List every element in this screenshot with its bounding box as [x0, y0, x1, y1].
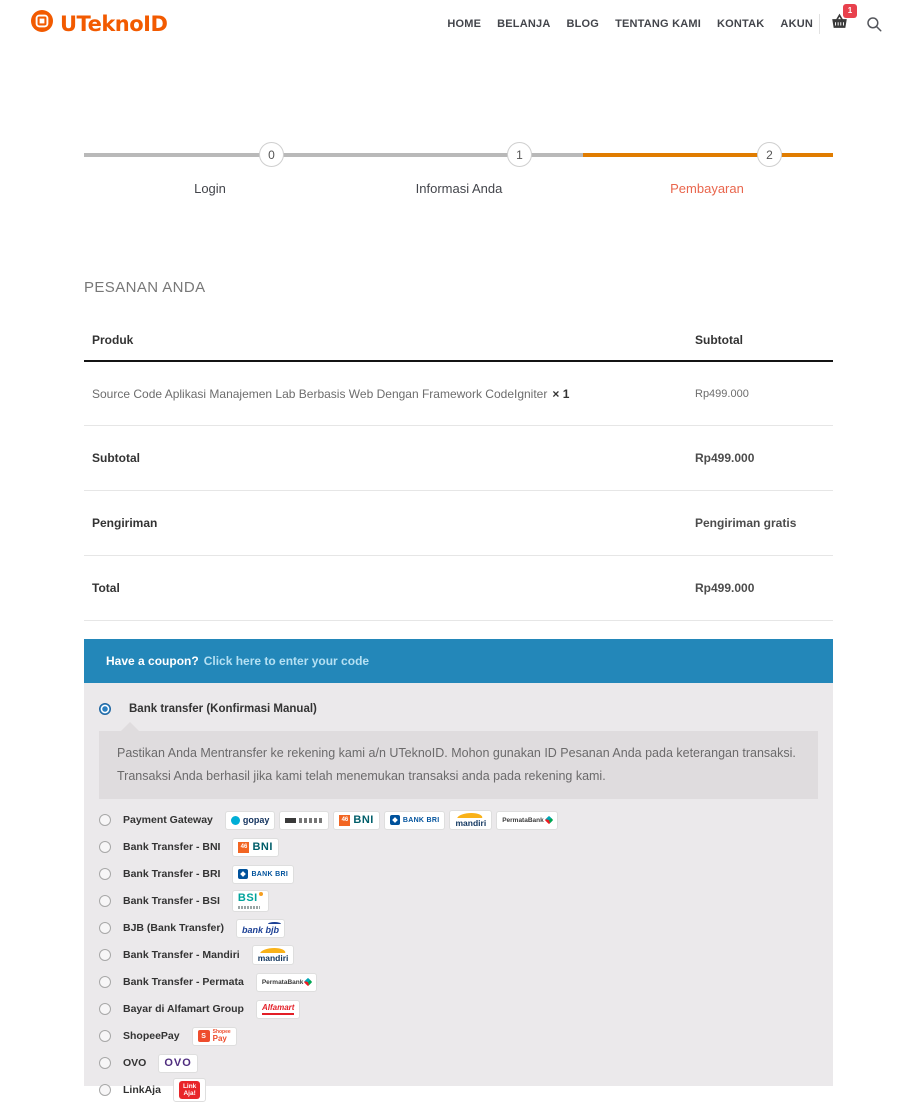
payment-method-label: LinkAja: [123, 1084, 161, 1096]
nav-item-akun[interactable]: AKUN: [780, 17, 813, 30]
step-label-login: Login: [194, 181, 226, 196]
bri-logo: BANK BRI: [232, 865, 294, 884]
payment-method-label: Bayar di Alfamart Group: [123, 1003, 244, 1015]
coupon-question: Have a coupon?: [106, 654, 199, 668]
payment-method-label: ShopeePay: [123, 1030, 180, 1042]
step-circle-pembayaran: 2: [757, 142, 782, 167]
item-name: Source Code Aplikasi Manajemen Lab Berbasis Web Dengan Framework CodeIgniter: [92, 386, 548, 401]
order-section-title: PESANAN ANDA: [84, 279, 206, 296]
payment-logos: [173, 1078, 206, 1103]
nav-item-blog[interactable]: BLOG: [566, 17, 600, 30]
nav-divider: [819, 14, 820, 34]
site-header: [0, 0, 921, 47]
payment-method-shopeepay[interactable]: [99, 1023, 818, 1050]
payment-method-label: Bank transfer (Konfirmasi Manual): [129, 703, 317, 715]
main-nav: [447, 18, 813, 30]
column-produk: Produk: [92, 333, 134, 347]
summary-label: Total: [92, 581, 120, 595]
search-icon: [865, 15, 883, 33]
summary-value: Rp499.000: [695, 581, 755, 595]
payment-method-label: Bank Transfer - BSI: [123, 895, 220, 907]
shopeepay-logo: S Shopee Pay: [192, 1027, 237, 1046]
gopay-logo: gopay: [225, 811, 276, 830]
payment-logos: [232, 838, 278, 857]
brand-icon: [30, 9, 54, 38]
payment-method-label: Bank Transfer - Permata: [123, 976, 244, 988]
bri-logo: BANK BRI: [384, 811, 446, 830]
payment-logos: [236, 919, 285, 938]
radio-bank-transfer-bri[interactable]: [99, 868, 111, 880]
search-button[interactable]: [865, 15, 883, 33]
payment-method-bank-transfer-manual[interactable]: [99, 703, 818, 715]
payment-method-linkaja[interactable]: [99, 1077, 818, 1104]
cart-count-badge: 1: [843, 4, 857, 18]
step-label-pembayaran: Pembayaran: [670, 181, 744, 196]
payment-logos: [256, 973, 318, 992]
step-circle-login: 0: [259, 142, 284, 167]
payment-method-label: OVO: [123, 1057, 147, 1069]
coupon-bar: [84, 639, 833, 683]
payment-method-bank-transfer-permata[interactable]: [99, 969, 818, 996]
nav-item-belanja[interactable]: BELANJA: [497, 17, 551, 30]
summary-value: Pengiriman gratis: [695, 516, 797, 530]
cart-icon: [830, 18, 849, 35]
radio-bank-transfer-bni[interactable]: [99, 841, 111, 853]
payment-logos: [158, 1054, 197, 1073]
payment-method-bjb-bank-transfer[interactable]: [99, 915, 818, 942]
radio-ovo[interactable]: [99, 1057, 111, 1069]
brand-logo[interactable]: [30, 9, 167, 38]
radio-bank-transfer-manual[interactable]: [99, 703, 111, 715]
column-subtotal: Subtotal: [695, 333, 743, 347]
summary-label: Pengiriman: [92, 516, 158, 530]
linkaja-logo: Link Aja!: [173, 1078, 206, 1103]
bsi-logo: BSI: [232, 890, 269, 912]
radio-bank-transfer-mandiri[interactable]: [99, 949, 111, 961]
payment-method-label: Bank Transfer - BRI: [123, 868, 221, 880]
radio-bank-transfer-permata[interactable]: [99, 976, 111, 988]
payment-method-payment-gateway[interactable]: [99, 807, 818, 834]
summary-row-pengiriman: [84, 491, 833, 556]
radio-bjb-bank-transfer[interactable]: [99, 922, 111, 934]
payment-method-bank-transfer-bri[interactable]: [99, 861, 818, 888]
payment-method-label: Bank Transfer - Mandiri: [123, 949, 240, 961]
checkout-stepper: [84, 133, 833, 209]
payment-method-label: Bank Transfer - BNI: [123, 841, 221, 853]
brand-name: UTeknoID: [60, 11, 168, 36]
item-qty: × 1: [552, 386, 570, 401]
alfamart-logo: Alfamart: [256, 1000, 300, 1019]
payment-method-bank-transfer-mandiri[interactable]: [99, 942, 818, 969]
step-circle-informasi: 1: [507, 142, 532, 167]
mandiri-logo: mandiri: [252, 945, 295, 966]
order-summary-rows: [84, 426, 833, 621]
radio-bayar-di-alfamart-group[interactable]: [99, 1003, 111, 1015]
payment-notice: [99, 731, 818, 799]
payment-method-bayar-di-alfamart-group[interactable]: [99, 996, 818, 1023]
payment-method-label: BJB (Bank Transfer): [123, 922, 224, 934]
nav-item-kontak[interactable]: KONTAK: [716, 17, 765, 30]
bjb-logo: bank bjb: [236, 919, 285, 938]
stepper-track-active: [583, 153, 833, 157]
bank-logo: [279, 811, 329, 830]
permata-logo: PermataBank: [496, 811, 558, 830]
bni-logo: 46 BNI: [333, 811, 379, 830]
payment-method-bank-transfer-bni[interactable]: [99, 834, 818, 861]
payment-notice-text: Pastikan Anda Mentransfer ke rekening kami a/n UTeknoID. Mohon gunakan ID Pesanan Anda pada keterangan transaksi. Transaksi Anda berhasil jika kami telah menemukan transaksi anda pada rekening kami.: [117, 746, 796, 783]
ovo-logo: OVO: [158, 1054, 197, 1073]
radio-shopeepay[interactable]: [99, 1030, 111, 1042]
payment-logos: [256, 1000, 300, 1019]
payment-logos: [192, 1027, 237, 1046]
nav-item-tentang-kami[interactable]: TENTANG KAMI: [615, 17, 701, 30]
payment-logos: [232, 865, 294, 884]
radio-payment-gateway[interactable]: [99, 814, 111, 826]
page-content: [84, 133, 833, 1097]
permata-logo: PermataBank: [256, 973, 318, 992]
order-table-header: [84, 320, 833, 362]
summary-label: Subtotal: [92, 451, 140, 465]
payment-logos: [252, 945, 295, 966]
item-price: Rp499.000: [695, 387, 749, 400]
nav-item-home[interactable]: HOME: [447, 17, 482, 30]
payment-logos: [232, 890, 269, 912]
payment-method-ovo[interactable]: [99, 1050, 818, 1077]
payment-method-label: Payment Gateway: [123, 814, 213, 826]
summary-row-subtotal: [84, 426, 833, 491]
radio-bank-transfer-bsi[interactable]: [99, 895, 111, 907]
payment-panel: [84, 683, 833, 1097]
step-label-informasi: Informasi Anda: [415, 181, 503, 196]
bni-logo: 46 BNI: [232, 838, 278, 857]
order-table: [84, 320, 833, 621]
summary-value: Rp499.000: [695, 451, 755, 465]
cart-button[interactable]: [830, 6, 853, 36]
summary-row-total: [84, 556, 833, 621]
payment-logos: [225, 810, 558, 831]
mandiri-logo: mandiri: [449, 810, 492, 831]
payment-methods: [99, 807, 818, 1104]
payment-method-bank-transfer-bsi[interactable]: [99, 888, 818, 915]
order-item-row: [84, 362, 833, 426]
radio-linkaja[interactable]: [99, 1084, 111, 1096]
coupon-link[interactable]: Click here to enter your code: [203, 654, 370, 668]
